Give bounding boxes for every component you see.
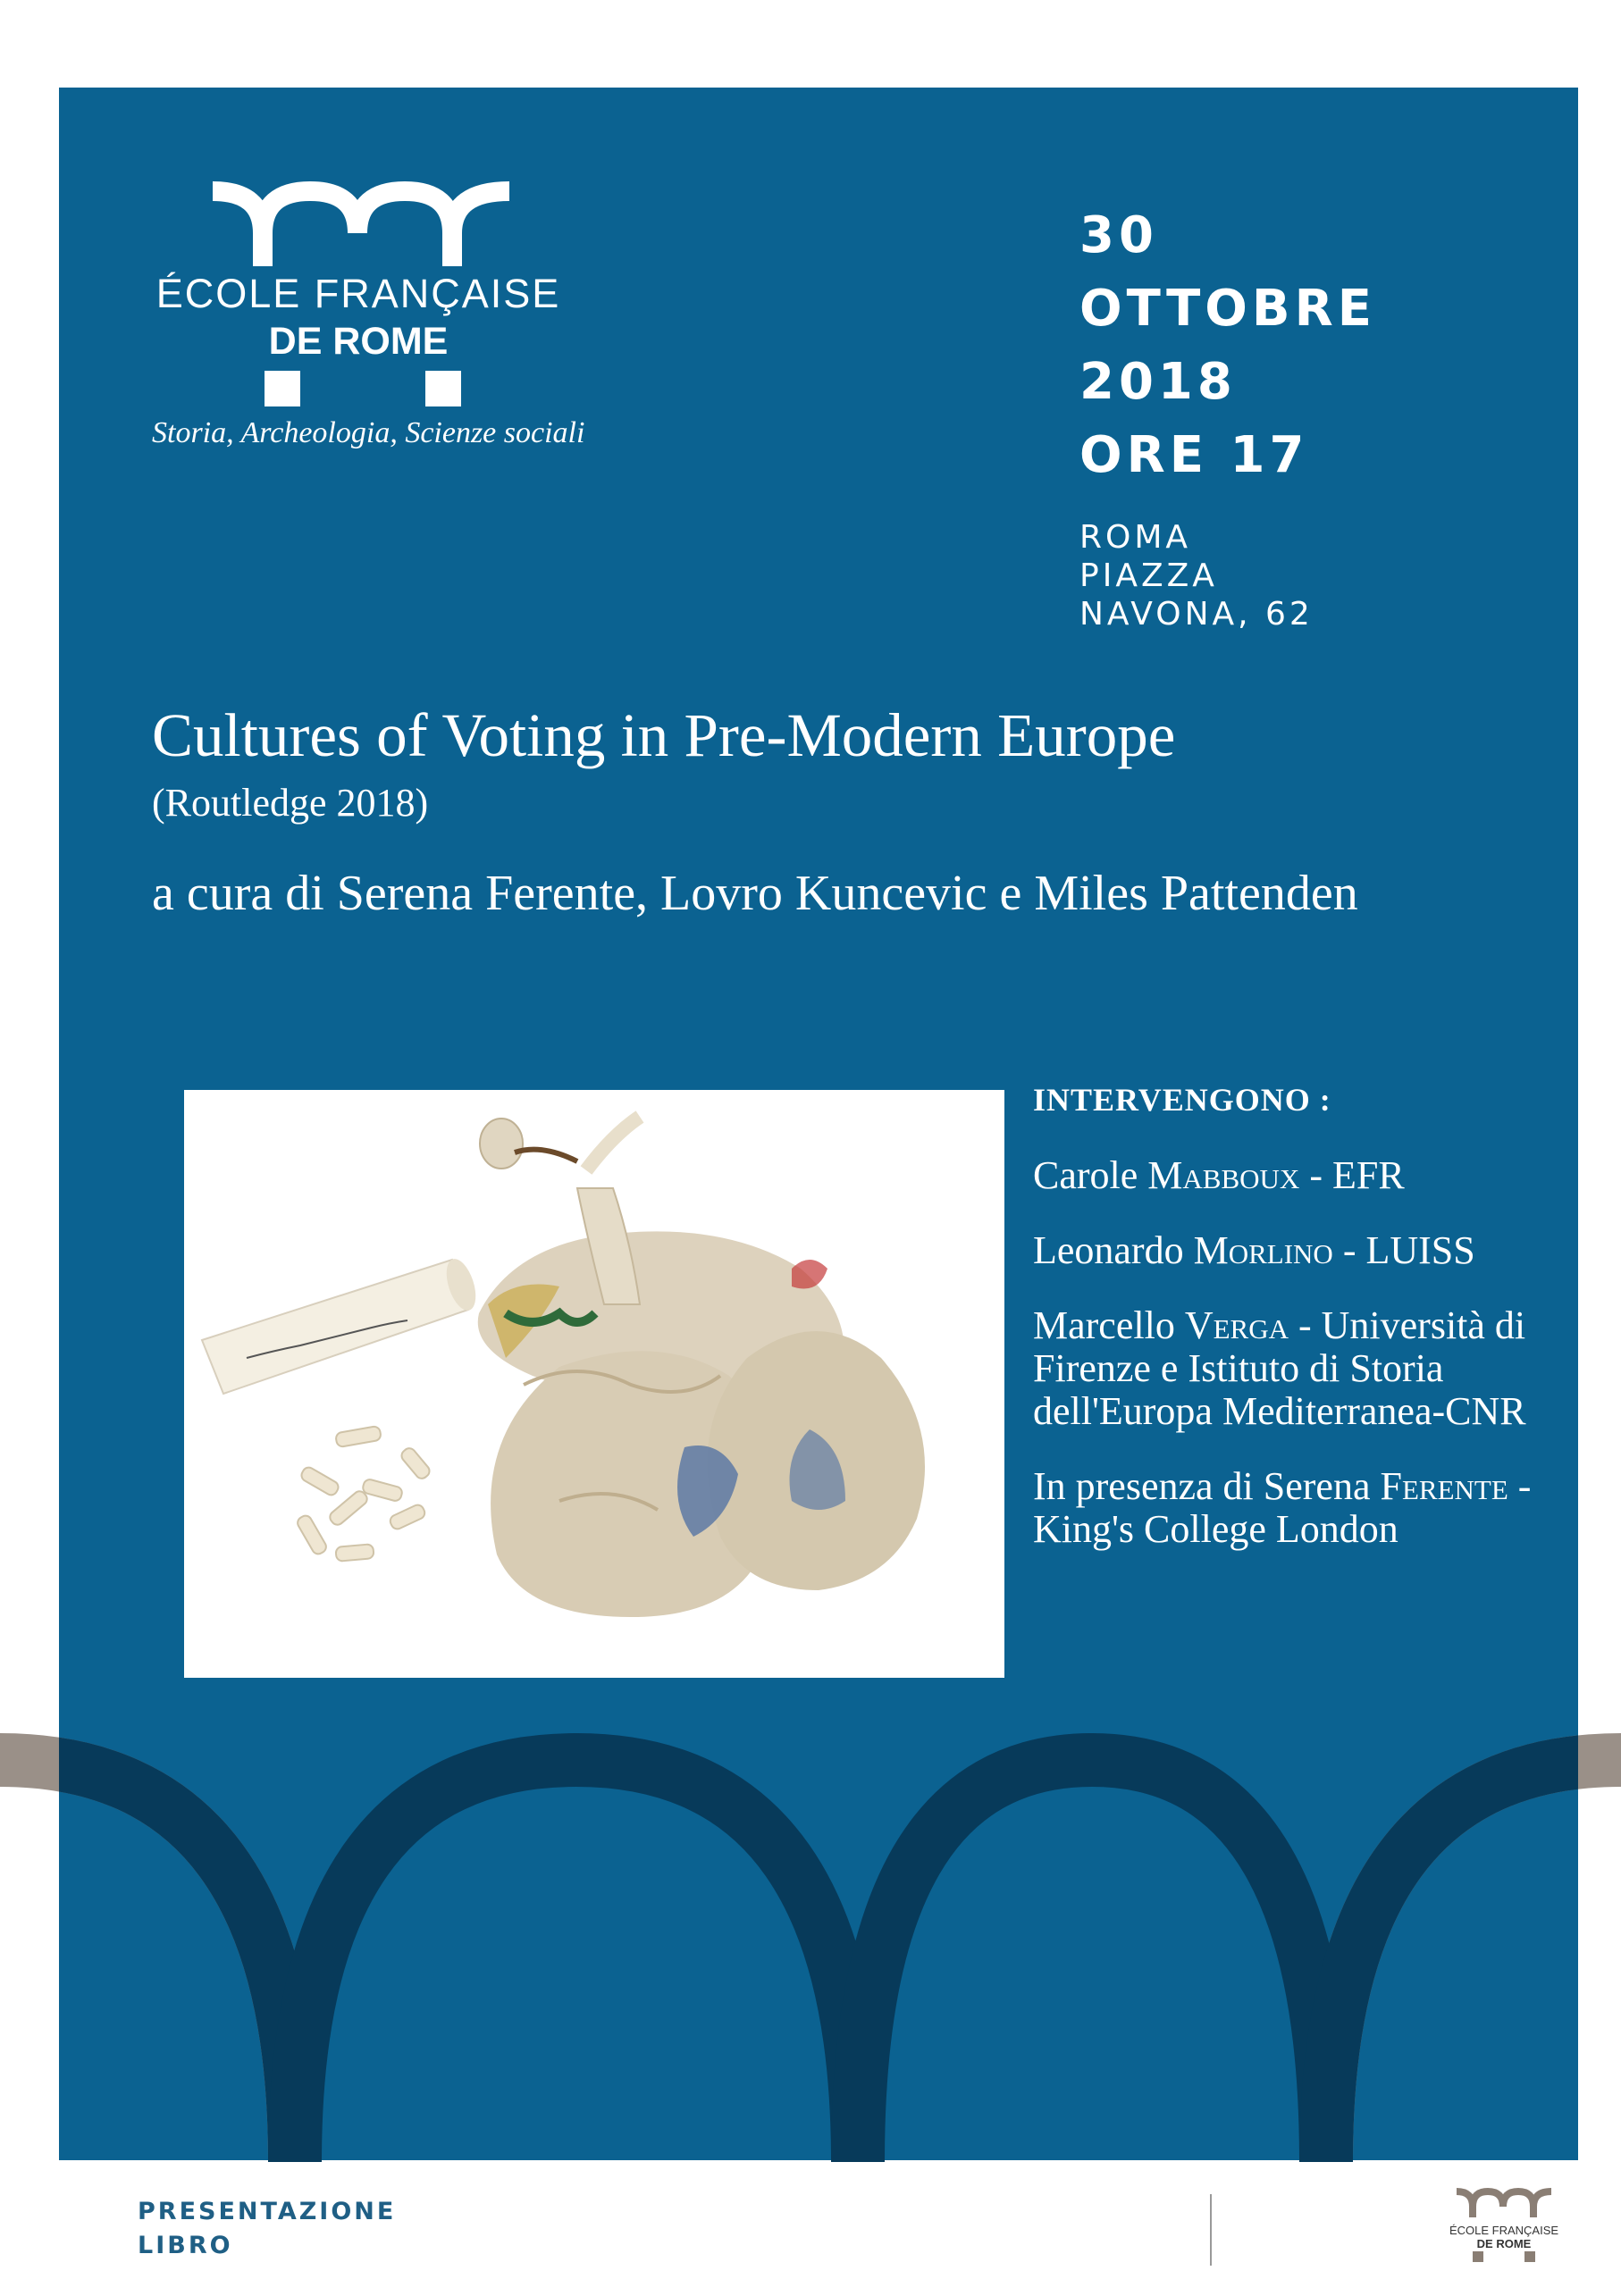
book-editors: a cura di Serena Ferente, Lovro Kuncevic e Miles Pattenden [152, 866, 1358, 921]
footer-label-line2: LIBRO [138, 2232, 233, 2259]
book-title: Cultures of Voting in Pre-Modern Europe [152, 701, 1176, 769]
footer-logo-line2: DE ROME [1476, 2237, 1532, 2250]
speaker-first: In presenza di Serena [1033, 1464, 1381, 1508]
place-city: ROMA [1079, 519, 1192, 556]
place-address: NAVONA, 62 [1079, 596, 1314, 633]
speaker-item [1033, 1304, 1578, 1433]
logo-tagline: Storia, Archeologia, Scienze sociali [152, 416, 585, 449]
speaker-affiliation: - EFR [1299, 1153, 1405, 1197]
speaker-affiliation: - Università di Firenze e Istituto di Storia dell'Europa Mediterranea-CNR [1033, 1303, 1526, 1433]
voting-bags-photo [184, 1090, 1004, 1678]
event-date [1079, 199, 1376, 492]
speaker-surname: Mabboux [1147, 1153, 1300, 1197]
speakers-section [1033, 1081, 1578, 1583]
date-year: 2018 [1079, 353, 1237, 411]
decorative-arches [0, 1733, 1621, 2162]
speaker-affiliation: - King's College London [1033, 1464, 1532, 1551]
speaker-first: Carole [1033, 1153, 1148, 1197]
place-square: PIAZZA [1079, 557, 1218, 594]
speaker-item [1033, 1154, 1578, 1197]
speaker-surname: Morlino [1193, 1228, 1333, 1272]
date-day: 30 [1079, 206, 1158, 264]
footer-logo-piers-icon [1473, 2251, 1535, 2262]
voting-bags-illustration [184, 1090, 1004, 1678]
footer-logo [1446, 2187, 1562, 2267]
speakers-heading: INTERVENGONO : [1033, 1082, 1331, 1118]
book-publisher: (Routledge 2018) [152, 781, 429, 825]
footer-label [138, 2195, 396, 2263]
logo-piers-icon [265, 371, 461, 406]
footer-divider [1210, 2194, 1212, 2266]
logo-name-line2: DE ROME [268, 320, 449, 363]
speaker-surname: Verga [1184, 1303, 1289, 1347]
logo-name-line1: ÉCOLE FRANÇAISE [155, 271, 561, 316]
speaker-affiliation: - LUISS [1332, 1228, 1475, 1272]
event-place [1079, 518, 1314, 633]
date-month: OTTOBRE [1079, 280, 1376, 338]
date-time: ORE 17 [1079, 426, 1309, 484]
speaker-surname: Ferente [1380, 1464, 1508, 1508]
speaker-item [1033, 1229, 1578, 1272]
speaker-first: Leonardo [1033, 1228, 1194, 1272]
footer-arches-logo-icon [1455, 2187, 1553, 2217]
speaker-item [1033, 1465, 1578, 1551]
arches-logo-icon [209, 181, 513, 266]
speaker-first: Marcello [1033, 1303, 1185, 1347]
footer-logo-line1: ÉCOLE FRANÇAISE [1449, 2224, 1559, 2237]
footer-label-line1: PRESENTAZIONE [138, 2198, 397, 2225]
